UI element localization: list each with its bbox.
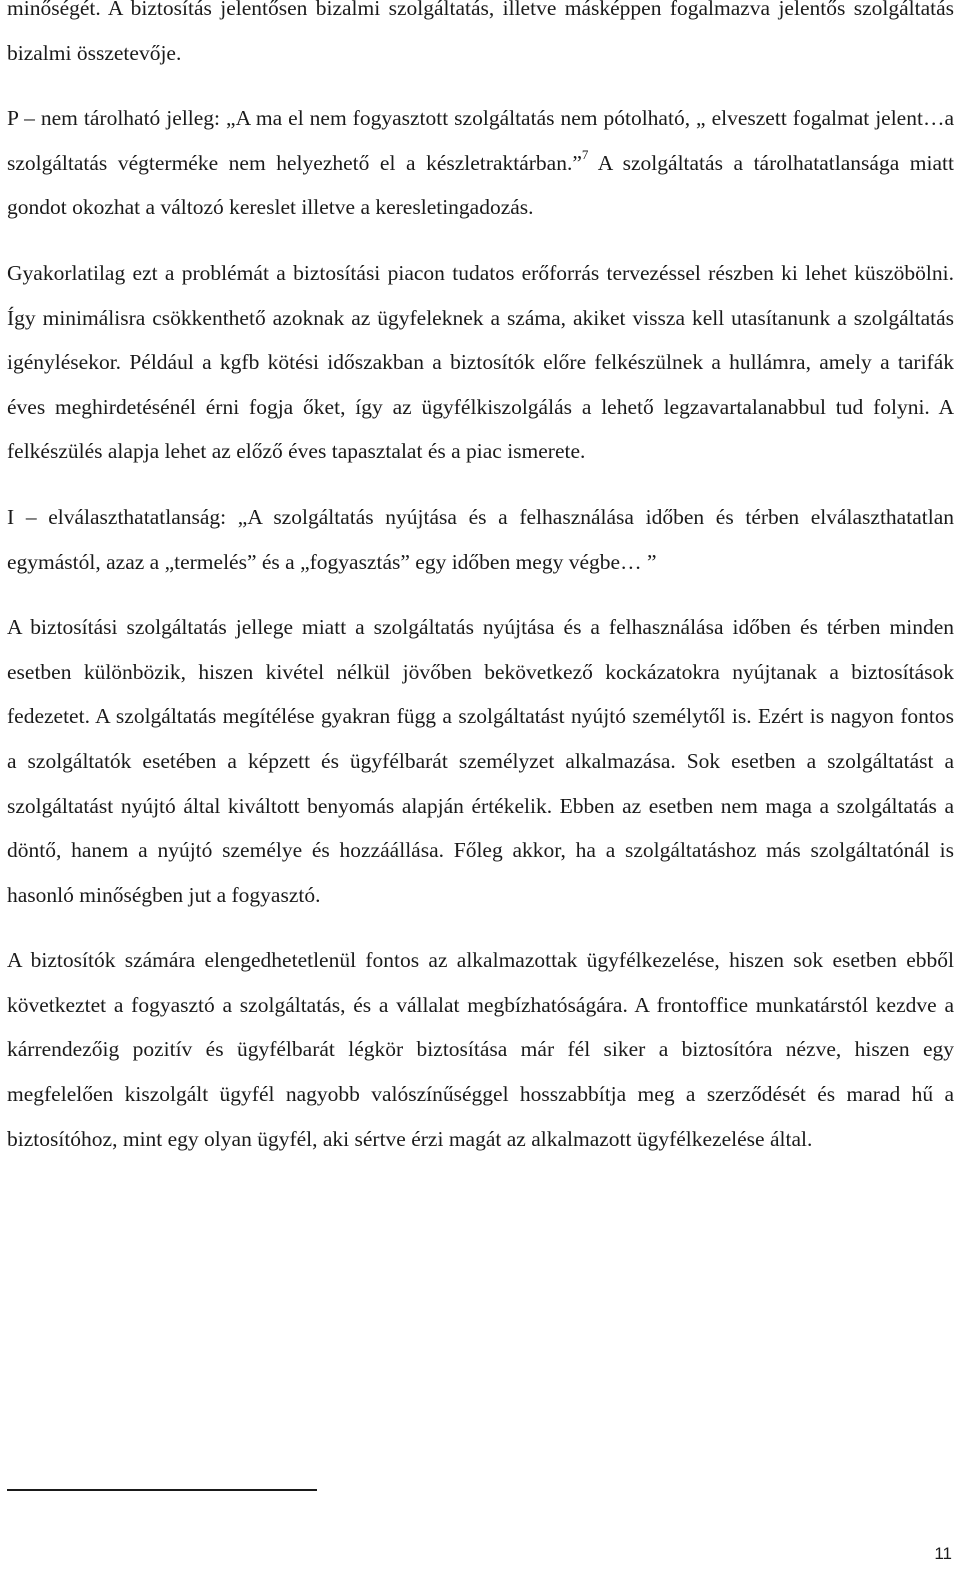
paragraph-capacity-planning: Gyakorlatilag ezt a problémát a biztosítási piacon tudatos erőforrás tervezéssel részben ki lehet küszöbölni. Így minimálisra csökkenthető azoknak az ügyfeleknek a száma, akiket vissza kell utasítanunk a szolgáltatás igénylésekor. Például a kgfb kötési időszakban a biztosítók előre felkészülnek a hullámra, amely a tarifák éves meghirdetésénél érni fogja őket, így az ügyfélkiszolgálás a lehető legzavartalanabbul tud folyni. A felkészülés alapja lehet az előző éves tapasztalat és a piac ismerete. [7, 260, 954, 464]
paragraph-customer-handling: A biztosítók számára elengedhetetlenül fontos az alkalmazottak ügyfélkezelése, hiszen sok esetben ebből következtet a fogyasztó a szolgáltatás, és a vállalat megbízhatóságára. A frontoffice munkatárstól kezdve a kárrendezőig pozitív és ügyfélbarát légkör biztosítása már fél siker a biztosítóra nézve, hiszen egy megfelelően kiszolgált ügyfél nagyobb valószínűséggel hosszabbítja meg a szerződését és marad hű a biztosítóhoz, mint egy olyan ügyfél, aki sértve érzi magát az alkalmazott ügyfélkezelése által. [7, 948, 954, 1151]
page-number: 11 [934, 1544, 952, 1563]
paragraph-perishability [7, 96, 954, 230]
paragraph-text: A szolgáltatás a tárolhatatlansága miatt gondot okozhat a változó kereslet illetve a keresletingadozás. [7, 150, 954, 220]
paragraph-text: P – nem tárolható jelleg: „A ma el nem fogyasztott szolgáltatás nem pótolható, „ elveszett fogalmat jelent…a szolgáltatás végterméke nem helyezhető el a készletraktárban.” [7, 106, 954, 175]
footnote-separator [7, 1489, 317, 1491]
document-page [7, 0, 954, 1161]
paragraph-continuation: minőségét. A biztosítás jelentősen bizalmi szolgáltatás, illetve másképpen fogalmazva jelentős szolgáltatás bizalmi összetevője. [7, 0, 954, 65]
footnote-reference[interactable]: 7 [581, 146, 589, 162]
paragraph-inseparability: I – elválaszthatatlanság: „A szolgáltatás nyújtása és a felhasználása időben és térben elválaszthatatlan egymástól, azaz a „termelés” és a „fogyasztás” egy időben megy végbe… ” [7, 504, 954, 574]
paragraph-insurance-service-nature: A biztosítási szolgáltatás jellege miatt a szolgáltatás nyújtása és a felhasználása időben és térben minden esetben különbözik, hiszen kivétel nélkül jövőben bekövetkező kockázatokra nyújtanak a biztosítások fedezetet. A szolgáltatás megítélése gyakran függ a szolgáltatást nyújtó személytől is. Ezért is nagyon fontos a szolgáltatók esetében a képzett és ügyfélbarát személyzet alkalmazása. Sok esetben a szolgáltatást a szolgáltatást nyújtó által kiváltott benyomás alapján értékelik. Ebben az esetben nem maga a szolgáltatás a döntő, hanem a nyújtó személye és hozzáállása. Főleg akkor, ha a szolgáltatáshoz más szolgáltatónál is hasonló minőségben jut a fogyasztó. [7, 615, 954, 907]
